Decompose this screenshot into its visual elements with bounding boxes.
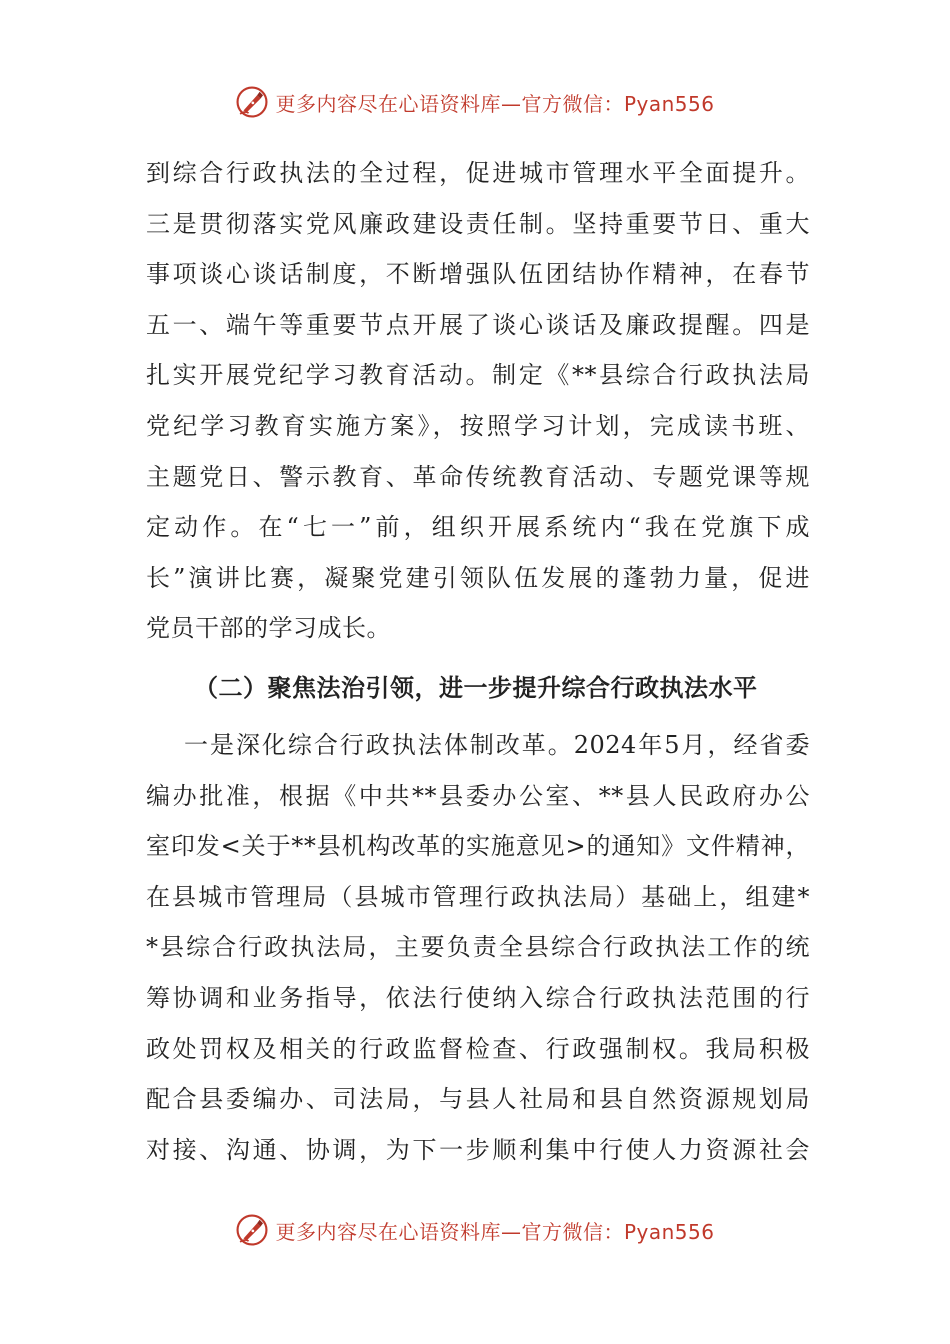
text-line: 政处罚权及相关的行政监督检查、行政强制权。我局积极 — [146, 1034, 810, 1063]
paragraph — [146, 720, 810, 1175]
text-line: 编办批准，根据《中共**县委办公室、**县人民政府办公 — [146, 781, 810, 810]
text-line: 扎实开展党纪学习教育活动。制定《**县综合行政执法局 — [146, 361, 810, 390]
section-heading: （二）聚焦法治引领，进一步提升综合行政执法水平 — [194, 672, 758, 702]
text-line: 一是深化综合行政执法体制改革。2024年5月，经省委 — [184, 730, 810, 759]
text-line: 到综合行政执法的全过程，促进城市管理水平全面提升。 — [146, 159, 810, 187]
text-line: 主题党日、警示教育、革命传统教育活动、专题党课等规 — [146, 462, 810, 491]
text-line: *县综合行政执法局，主要负责全县综合行政执法工作的统 — [146, 933, 810, 962]
pen-nib-logo-icon — [235, 1213, 269, 1247]
text-line: 配合县委编办、司法局，与县人社局和县自然资源规划局 — [146, 1085, 810, 1114]
text-line: 室印发<关于**县机构改革的实施意见>的通知》文件精神， — [146, 832, 810, 861]
watermark-text: 更多内容尽在心语资料库—官方微信：Pyan556 — [275, 91, 715, 116]
footer-watermark — [0, 1208, 950, 1252]
text-line: 长”演讲比赛，凝聚党建引领队伍发展的蓬勃力量，促进 — [146, 563, 810, 592]
text-line: 筹协调和业务指导，依法行使纳入综合行政执法范围的行 — [146, 983, 810, 1012]
text-line: 五一、端午等重要节点开展了谈心谈话及廉政提醒。四是 — [146, 310, 810, 339]
text-line: 党纪学习教育实施方案》，按照学习计划，完成读书班、 — [146, 411, 810, 440]
watermark-text: 更多内容尽在心语资料库—官方微信：Pyan556 — [275, 1219, 715, 1244]
text-line: 事项谈心谈话制度，不断增强队伍团结协作精神，在春节 — [146, 260, 810, 289]
pen-nib-logo-icon — [235, 85, 269, 119]
text-line: 定动作。在“七一”前，组织开展系统内“我在党旗下成 — [146, 513, 810, 542]
document-body — [146, 148, 810, 1175]
text-line: 三是贯彻落实党风廉政建设责任制。坚持重要节日、重大 — [146, 209, 810, 238]
paragraph — [146, 148, 810, 654]
text-line: 在县城市管理局（县城市管理行政执法局）基础上，组建* — [146, 882, 810, 911]
text-line: 党员干部的学习成长。 — [146, 614, 391, 643]
header-watermark — [0, 80, 950, 124]
text-line: 对接、沟通、协调，为下一步顺利集中行使人力资源社会 — [146, 1135, 810, 1164]
